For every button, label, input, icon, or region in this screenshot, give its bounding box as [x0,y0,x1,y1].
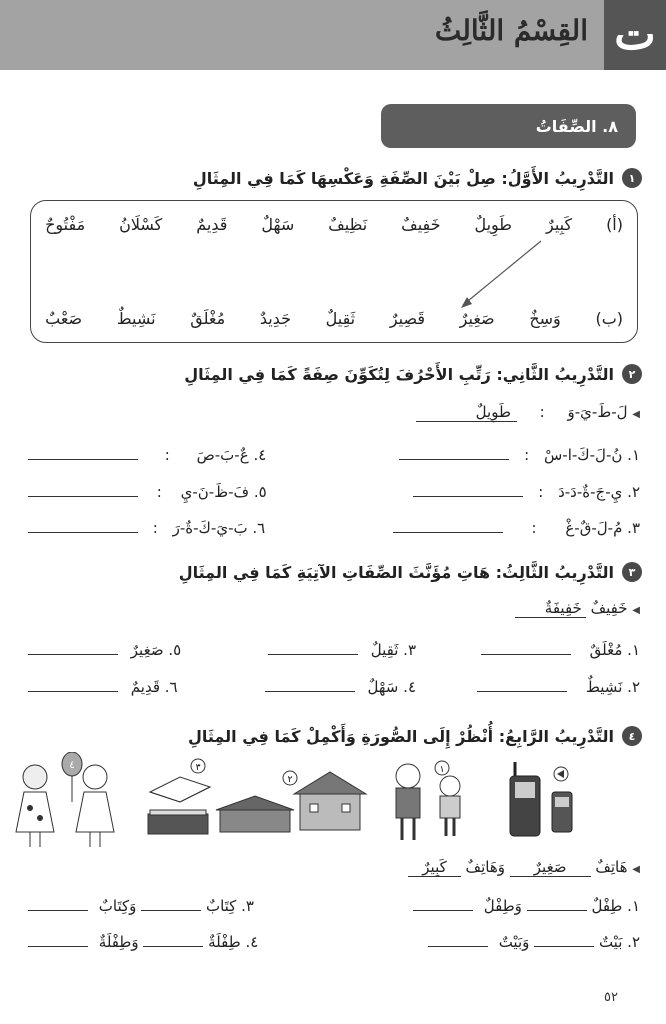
ex3-item-word: قَدِيمٌ [130,678,160,696]
ex3-number: ٣ [622,562,642,582]
ex2-example-answer: طَوِيلٌ [416,403,517,422]
header-letter: ت [604,0,666,70]
ex1-word-a[interactable]: كَسْلَانُ [119,215,163,234]
header-title: القِسْمُ الثَّالِثُ [434,14,588,47]
ex4-item [28,896,254,915]
ex2-title-text: التَّدْرِيبُ الثَّانِي: رَتِّبِ الأَحْرُفَ لِتُكَوِّنَ صِفَةً كَمَا فِي المِثَالِ [184,364,614,384]
ex2-item: ٥. فَ-ظَ-نَ-يِ : [28,482,267,501]
ex4-item-word: وَطِفْلٌ [483,897,522,915]
answer-blank[interactable] [265,677,355,692]
answer-blank[interactable] [28,677,118,692]
ex2-item-num: ٦. [252,519,266,537]
answer-blank[interactable] [28,518,138,533]
ex3-item-num: ٥. [168,641,182,659]
ex2-item-letters: عٌ-بَ-صَ [196,446,249,464]
answer-blank[interactable] [268,640,358,655]
answer-blank[interactable] [413,896,473,911]
ex3-item-num: ٦. [164,678,178,696]
ex4-title [188,726,642,746]
ex1-word-a[interactable]: مَفْتُوحٌ [45,215,86,234]
answer-blank[interactable] [28,482,138,497]
ex2-item-letters: فَ-ظَ-نَ-يِ [180,483,250,501]
ex3-item-word: ثَقِيلٌ [370,641,399,659]
ex3-item [477,677,640,696]
ex2-item-num: ٤. [253,446,267,464]
ex1-word-b[interactable]: صَغِيرٌ [459,309,495,328]
section-title: ٨. الصِّفَاتُ [381,104,636,148]
ex1-word-b[interactable]: ثَقِيلٌ [325,309,356,328]
ex1-title [193,168,642,188]
triangle-bullet-icon: ◀ [632,605,640,616]
ex4-example [408,858,640,876]
pic-label: ٤ [69,760,75,771]
ex3-item [28,640,181,659]
ex1-word-a[interactable]: سَهْلٌ [261,215,295,234]
answer-blank[interactable] [28,932,88,947]
ex1-word-b[interactable]: جَدِيدٌ [259,309,291,328]
ex2-item-letters: يِ-جَ-ةٌ-دَ-دَ [558,483,623,501]
ex4-item-word: كِتَابٌ [205,897,237,915]
ex2-title [184,364,642,384]
triangle-bullet-icon: ◀ [632,409,640,420]
ex3-item-num: ١. [627,641,640,659]
ex2-item-num: ٣. [627,519,640,537]
ex2-number: ٢ [622,364,642,384]
ex4-item-word: وَكِتَابٌ [98,897,137,915]
ex3-item-word: نَشِيطٌ [586,678,623,696]
ex1-word-a[interactable]: طَوِيلٌ [474,215,513,234]
page-number: ٥٢ [604,990,618,1005]
pic-label: ٢ [287,775,293,785]
ex1-word-b[interactable]: وَسِخٌ [529,309,561,328]
ex4-item-num: ٢. [627,933,640,951]
ex2-item-letters: مُ-لَ-قٌ-غْ [565,519,623,537]
ex4-item-num: ٤. [245,933,259,951]
ex2-item: ٣. مُ-لَ-قٌ-غْ : [393,518,640,537]
ex3-item [28,677,178,696]
ex3-example-word: خَفِيفٌ [590,599,628,617]
ex3-title [179,562,642,582]
ex1-box [30,200,638,343]
ex1-word-a[interactable]: كَبِيرٌ [546,215,573,234]
ex1-word-b[interactable]: صَعْبٌ [45,309,83,328]
answer-blank[interactable] [28,896,88,911]
answer-blank[interactable] [28,640,118,655]
answer-blank[interactable] [393,518,503,533]
ex3-example [515,599,640,617]
ex4-example-answer: كَبِيرٌ [408,858,460,877]
ex3-item-word: صَغِيرٌ [130,641,164,659]
ex3-example-answer: خَفِيفَةٌ [515,599,586,618]
ex4-item-word: طِفْلَةٌ [208,933,241,951]
ex2-item: ٢. يِ-جَ-ةٌ-دَ-دَ : [413,482,640,501]
ex2-item: ٦. بَ-يَ-كَ-ةٌ-رَ : [28,518,265,537]
boys-illustration [396,764,460,840]
ex3-item-num: ٢. [627,678,640,696]
ex3-item [265,677,416,696]
ex2-item: ٤. عٌ-بَ-صَ : [28,445,266,464]
books-illustration [148,777,210,834]
ex3-item-num: ٣. [403,641,416,659]
ex4-item [428,932,640,951]
girls-illustration [16,752,114,847]
ex1-word-b[interactable]: قَصِيرٌ [389,309,425,328]
ex3-item-word: مُغْلَقٌ [589,641,623,659]
ex3-item-word: سَهْلٌ [367,678,399,696]
ex2-item-letters: بَ-يَ-كَ-ةٌ-رَ [172,519,248,537]
ex1-number: ١ [622,168,642,188]
ex1-row-a-label: (أ) [606,215,623,234]
answer-blank[interactable] [413,482,523,497]
ex3-item [481,640,640,659]
answer-blank[interactable] [428,932,488,947]
ex4-item-num: ٣. [241,897,254,915]
ex2-item-num: ٢. [627,483,640,501]
ex4-example-answer: صَغِيرٌ [510,858,591,877]
ex4-item [413,896,640,915]
answer-blank[interactable] [399,445,509,460]
ex4-example-word: وَهَاتِفٌ [465,858,505,876]
ex2-item-letters: نُ-لَ-كَ-ا-سْ [543,446,623,464]
pic-label: ١ [439,765,445,775]
ex2-example-letters: لَ-طَ-يَ-وَ [567,403,628,421]
ex4-example-word: هَاتِفٌ [595,858,628,876]
ex4-item-word: طِفْلٌ [591,897,623,915]
ex3-item-num: ٤. [403,678,416,696]
page-header [0,0,666,70]
ex1-word-a[interactable]: قَدِيمٌ [196,215,228,234]
ex4-item-word: وَطِفْلَةٌ [98,933,139,951]
ex1-row-b-label: (ب) [595,309,623,328]
ex2-item-num: ٥. [253,483,267,501]
ex3-title-text: التَّدْرِيبُ الثَّالِثُ: هَاتِ مُؤَنَّثَ الصِّفَاتِ الآتِيَةِ كَمَا فِي المِثَالِ [178,562,614,582]
ex1-word-b[interactable]: نَشِيطٌ [116,309,156,328]
answer-blank[interactable] [141,896,201,911]
triangle-bullet-icon: ◀ [632,864,640,875]
ex2-item-num: ١. [627,446,640,464]
ex1-title-text: التَّدْرِيبُ الأَوَّلُ: صِلْ بَيْنَ الصِّفَةِ وَعَكْسِهَا كَمَا فِي المِثَالِ [192,168,614,188]
answer-blank[interactable] [534,932,594,947]
answer-blank[interactable] [28,445,138,460]
ex4-number: ٤ [622,726,642,746]
ex4-item-word: وَبَيْتٌ [498,933,530,951]
answer-blank[interactable] [477,677,567,692]
answer-blank[interactable] [481,640,571,655]
answer-blank[interactable] [143,932,203,947]
ex1-word-a[interactable]: خَفِيفٌ [401,215,441,234]
ex2-item: ١. نُ-لَ-كَ-ا-سْ : [399,445,640,464]
ex2-example: ◀ لَ-طَ-يَ-وَ : طَوِيلٌ [416,403,640,421]
ex4-title-text: التَّدْرِيبُ الرَّابِعُ: أُنْظُرْ إِلَى الصُّورَةِ وَأَكْمِلْ كَمَا فِي المِثَالِ [188,726,614,746]
ex4-item-num: ١. [627,897,640,915]
ex3-item [268,640,416,659]
ex4-pictures [10,752,650,852]
ex1-word-a[interactable]: نَظِيفٌ [328,215,368,234]
ex1-word-b[interactable]: مُغْلَقٌ [190,309,226,328]
ex4-item-word: بَيْتٌ [598,933,623,951]
pic-label: ٣ [195,763,201,773]
answer-blank[interactable] [527,896,587,911]
ex4-item [28,932,258,951]
ex1-row-b [45,309,623,328]
